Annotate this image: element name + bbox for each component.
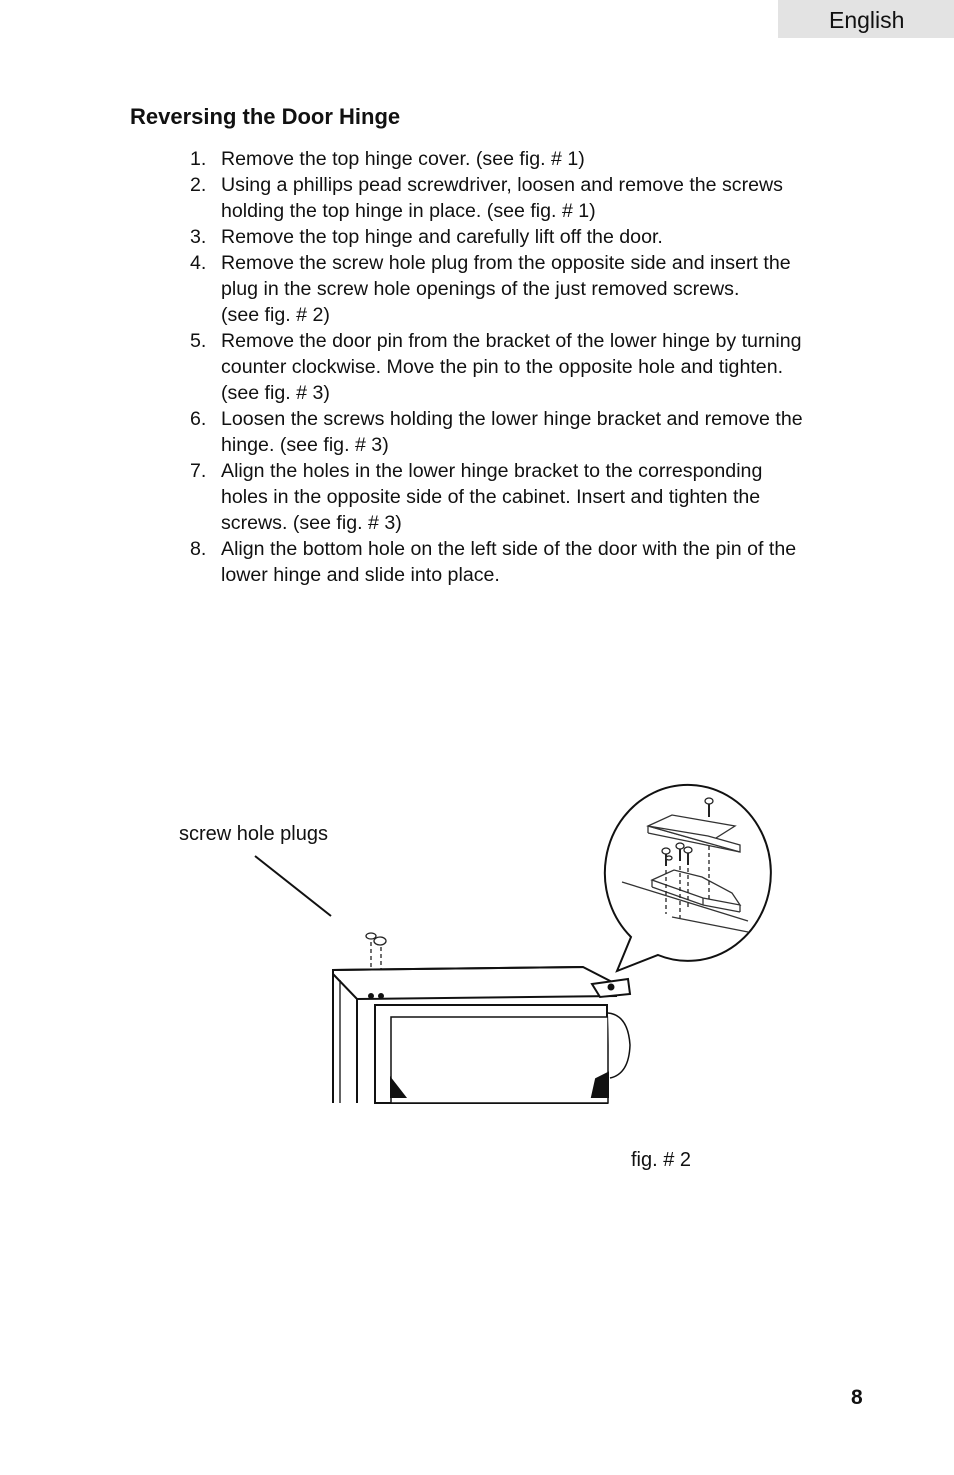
step-text: Using a phillips pead screwdriver, loosen and remove the screws [221,174,783,196]
step-number: 8. [190,538,207,560]
language-tab: English [778,0,954,38]
step-text: hinge. (see fig. # 3) [221,434,389,456]
figure-caption: fig. # 2 [631,1149,692,1171]
step-text: Loosen the screws holding the lower hinge bracket and remove the [221,408,803,430]
step-text: lower hinge and slide into place. [221,564,500,586]
step-text: counter clockwise. Move the pin to the opposite hole and tighten. [221,356,784,378]
step-text: Remove the top hinge and carefully lift off the door. [221,226,663,248]
step-number: 1. [190,148,207,170]
step-text: Remove the top hinge cover. (see fig. # 1) [221,148,585,170]
step-number: 7. [190,460,207,482]
step-number: 5. [190,330,207,352]
step-text: Align the bottom hole on the left side of the door with the pin of the [221,538,797,560]
refrigerator-cabinet [333,967,630,1103]
step-text: screws. (see fig. # 3) [221,512,402,534]
step-number: 2. [190,174,207,196]
step-number: 6. [190,408,207,430]
step-text: plug in the screw hole openings of the just removed screws. [221,278,740,300]
step-text: (see fig. # 3) [221,382,330,404]
page-number: 8 [851,1386,863,1409]
step-number: 4. [190,252,207,274]
step-text: holding the top hinge in place. (see fig. # 1) [221,200,596,222]
step-text: Align the holes in the lower hinge bracket to the corresponding [221,460,763,482]
callout-label: screw hole plugs [179,823,328,845]
step-text: Remove the screw hole plug from the opposite side and insert the [221,252,791,274]
step-text: Remove the door pin from the bracket of the lower hinge by turning [221,330,802,352]
step-text: (see fig. # 2) [221,304,330,326]
step-text: holes in the opposite side of the cabinet. Insert and tighten the [221,486,761,508]
section-title: Reversing the Door Hinge [130,104,401,129]
step-number: 3. [190,226,207,248]
callout-leader-line [255,856,331,916]
